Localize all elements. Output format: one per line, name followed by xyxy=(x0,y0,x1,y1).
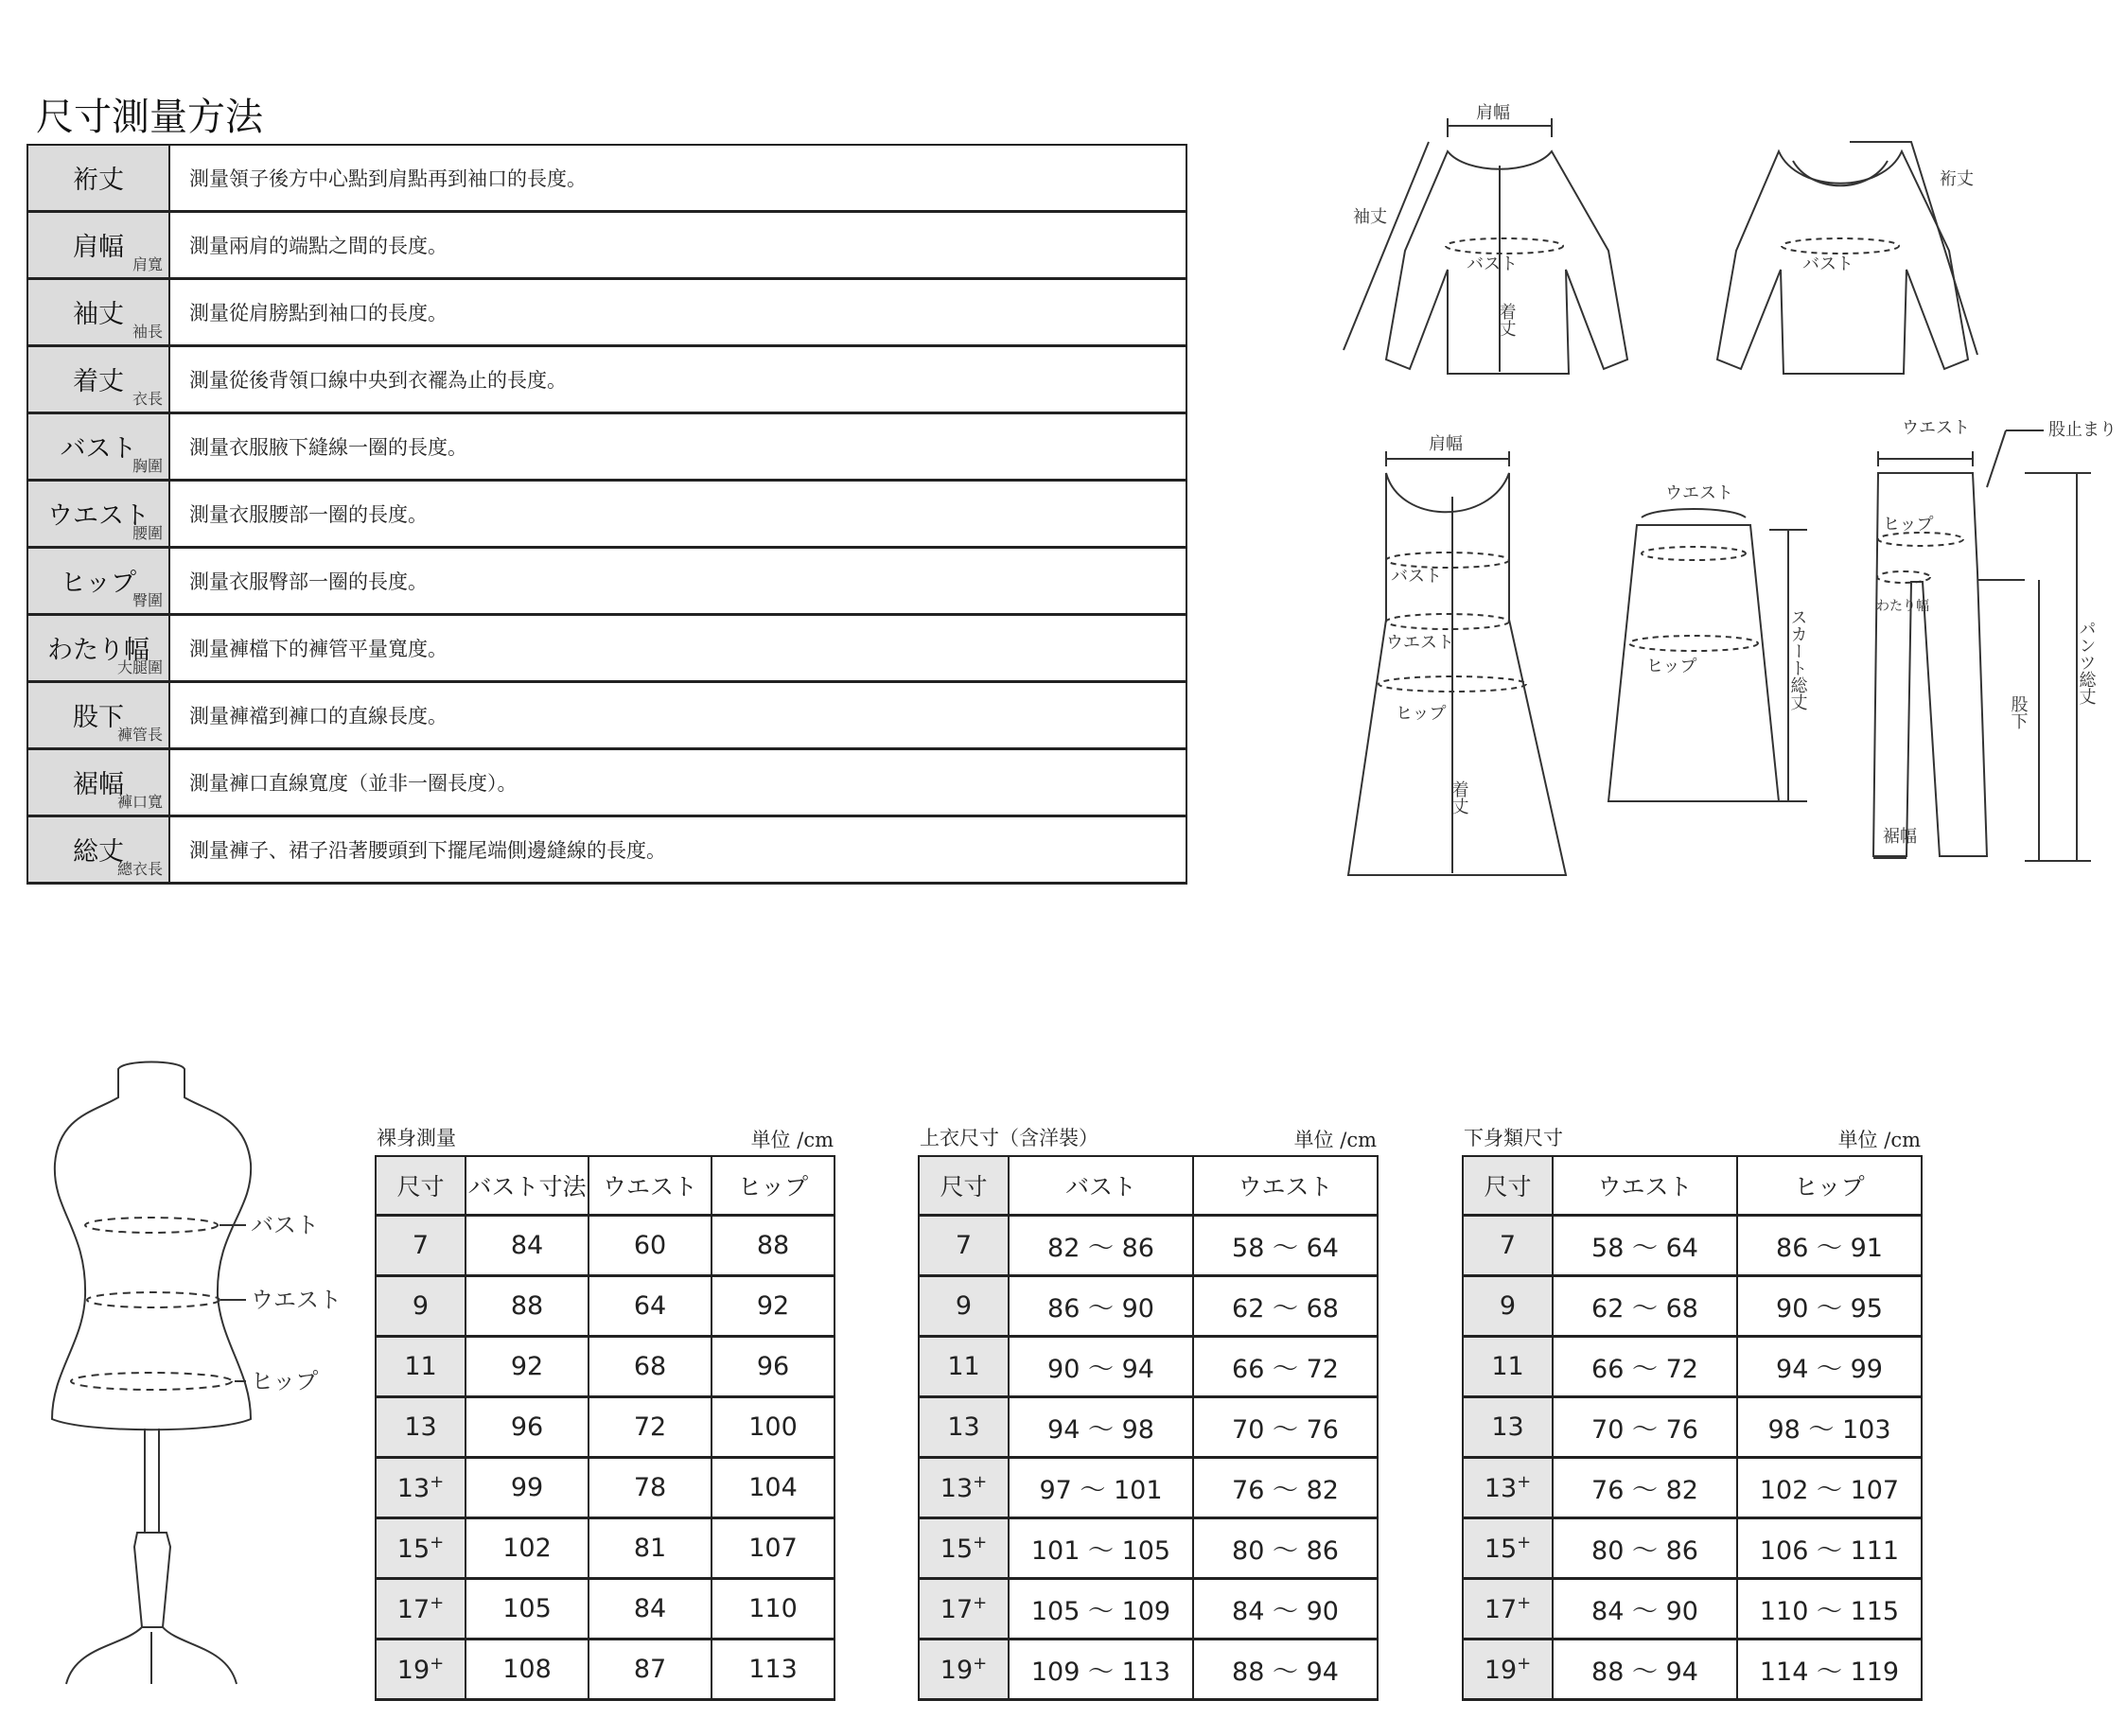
size-cell: 19+ xyxy=(1463,1640,1553,1700)
value-cell: 58 ～ 64 xyxy=(1193,1216,1378,1276)
table-caption-bar xyxy=(375,1121,834,1155)
value-cell: 105 xyxy=(466,1579,589,1640)
guide-description: 測量褲襠到褲口的直線長度。 xyxy=(169,682,1186,749)
guide-term-cell xyxy=(27,749,169,816)
value-cell: 88 xyxy=(466,1276,589,1337)
table-row xyxy=(1463,1518,1922,1579)
guide-term-sub: 衣長 xyxy=(132,390,163,408)
yuki-label: 裄丈 xyxy=(1940,169,1974,189)
value-cell: 66 ～ 72 xyxy=(1553,1337,1737,1397)
size-cell: 17+ xyxy=(1463,1579,1553,1640)
top-size-table-wrap xyxy=(918,1121,1381,1701)
value-cell: 68 xyxy=(589,1337,712,1397)
size-cell: 11 xyxy=(919,1337,1009,1397)
size-cell: 19+ xyxy=(919,1640,1009,1700)
value-cell: 113 xyxy=(712,1640,835,1700)
value-cell: 96 xyxy=(712,1337,835,1397)
column-header: 尺寸 xyxy=(919,1156,1009,1216)
bust-label: バスト xyxy=(1467,254,1518,274)
value-cell: 84 ～ 90 xyxy=(1193,1579,1378,1640)
size-cell: 13 xyxy=(376,1397,466,1458)
table-row xyxy=(376,1216,835,1276)
mannequin-hip-label: ヒップ xyxy=(251,1368,319,1394)
value-cell: 96 xyxy=(466,1397,589,1458)
value-cell: 76 ～ 82 xyxy=(1193,1458,1378,1518)
guide-term-cell xyxy=(27,279,169,346)
guide-row xyxy=(27,682,1186,749)
column-header: ウエスト xyxy=(1553,1156,1737,1216)
size-cell: 13 xyxy=(919,1397,1009,1458)
size-cell: 13+ xyxy=(1463,1458,1553,1518)
guide-term-sub: 肩寬 xyxy=(132,255,163,273)
table-row xyxy=(1463,1458,1922,1518)
shirt-diagram-2 xyxy=(1717,142,1977,374)
shirt-diagram-1 xyxy=(1344,103,1627,374)
guide-row xyxy=(27,816,1186,884)
guide-term: ウエスト xyxy=(47,501,149,531)
table-caption: 下身類尺寸 xyxy=(1464,1127,1563,1149)
table-row xyxy=(1463,1579,1922,1640)
value-cell: 108 xyxy=(466,1640,589,1700)
plus-superscript: + xyxy=(973,1654,988,1674)
guide-description: 測量褲口直線寬度（並非一圈長度）。 xyxy=(169,749,1186,816)
guide-row xyxy=(27,749,1186,816)
value-cell: 100 xyxy=(712,1397,835,1458)
value-cell: 70 ～ 76 xyxy=(1553,1397,1737,1458)
column-header: 尺寸 xyxy=(376,1156,466,1216)
nude-measurement-table-wrap xyxy=(375,1121,838,1701)
guide-term: 着丈 xyxy=(73,367,124,396)
table-row xyxy=(919,1216,1378,1276)
value-cell: 107 xyxy=(712,1518,835,1579)
guide-term-cell xyxy=(27,548,169,615)
guide-term-cell xyxy=(27,481,169,548)
value-cell: 62 ～ 68 xyxy=(1193,1276,1378,1337)
sleeve-label: 袖丈 xyxy=(1353,207,1387,227)
page-title: 尺寸測量方法 xyxy=(36,96,263,139)
size-cell: 9 xyxy=(919,1276,1009,1337)
value-cell: 76 ～ 82 xyxy=(1553,1458,1737,1518)
guide-term: バスト xyxy=(60,434,137,464)
plus-superscript: + xyxy=(1517,1593,1532,1613)
size-cell: 15+ xyxy=(376,1518,466,1579)
guide-term-sub: 褲口寬 xyxy=(116,793,163,811)
guide-term-sub: 大腿圍 xyxy=(116,658,163,676)
guide-term-sub: 臀圍 xyxy=(132,591,163,609)
size-cell: 9 xyxy=(1463,1276,1553,1337)
mannequin-diagram xyxy=(47,1060,350,1703)
value-cell: 90 ～ 95 xyxy=(1737,1276,1922,1337)
table-header-row xyxy=(919,1156,1378,1216)
guide-row xyxy=(27,279,1186,346)
bust-label-2: バスト xyxy=(1802,254,1854,274)
guide-description: 測量褲子、裙子沿著腰頭到下擺尾端側邊縫線的長度。 xyxy=(169,816,1186,884)
value-cell: 66 ～ 72 xyxy=(1193,1337,1378,1397)
value-cell: 110 xyxy=(712,1579,835,1640)
column-header: ウエスト xyxy=(1193,1156,1378,1216)
value-cell: 78 xyxy=(589,1458,712,1518)
value-cell: 82 ～ 86 xyxy=(1009,1216,1193,1276)
table-unit: 単位 /cm xyxy=(750,1129,834,1151)
value-cell: 60 xyxy=(589,1216,712,1276)
table-unit: 単位 /cm xyxy=(1293,1129,1377,1151)
table-row xyxy=(376,1640,835,1700)
guide-row xyxy=(27,481,1186,548)
size-table xyxy=(918,1155,1379,1701)
guide-term-sub: 胸圍 xyxy=(132,457,163,475)
table-row xyxy=(919,1640,1378,1700)
plus-superscript: + xyxy=(430,1654,445,1674)
mannequin-bust-label: バスト xyxy=(251,1212,319,1238)
value-cell: 70 ～ 76 xyxy=(1193,1397,1378,1458)
table-row xyxy=(1463,1276,1922,1337)
skirt-waist-label: ウエスト xyxy=(1665,483,1733,503)
guide-term: 裾幅 xyxy=(73,770,124,799)
value-cell: 88 ～ 94 xyxy=(1193,1640,1378,1700)
guide-row xyxy=(27,548,1186,615)
plus-superscript: + xyxy=(430,1472,445,1492)
size-cell: 11 xyxy=(1463,1337,1553,1397)
table-row xyxy=(1463,1640,1922,1700)
guide-term-cell xyxy=(27,413,169,481)
value-cell: 101 ～ 105 xyxy=(1009,1518,1193,1579)
dress-bust-label: バスト xyxy=(1391,567,1442,587)
pants-hip-label: ヒップ xyxy=(1883,515,1934,535)
dress-waist-label: ウエスト xyxy=(1386,633,1454,653)
guide-row xyxy=(27,346,1186,413)
table-row xyxy=(376,1337,835,1397)
size-cell: 13 xyxy=(1463,1397,1553,1458)
size-cell: 9 xyxy=(376,1276,466,1337)
measurement-guide-table xyxy=(26,144,1187,885)
plus-superscript: + xyxy=(973,1472,988,1492)
value-cell: 102 ～ 107 xyxy=(1737,1458,1922,1518)
table-row xyxy=(919,1397,1378,1458)
table-row xyxy=(376,1458,835,1518)
inseam-label: 股下 xyxy=(2008,695,2029,729)
plus-superscript: + xyxy=(430,1593,445,1613)
value-cell: 94 ～ 99 xyxy=(1737,1337,1922,1397)
thigh-label: わたり幅 xyxy=(1876,599,1929,614)
dress-length-label: 着丈 xyxy=(1449,780,1469,815)
value-cell: 58 ～ 64 xyxy=(1553,1216,1737,1276)
garment-diagrams xyxy=(1325,90,2119,922)
value-cell: 99 xyxy=(466,1458,589,1518)
size-cell: 7 xyxy=(1463,1216,1553,1276)
bottom-size-table-wrap xyxy=(1462,1121,1925,1701)
column-header: バスト xyxy=(1009,1156,1193,1216)
plus-superscript: + xyxy=(1517,1654,1532,1674)
size-cell: 13+ xyxy=(919,1458,1009,1518)
pants-length-label: パンツ総丈 xyxy=(2076,620,2097,705)
guide-description: 測量從後背領口線中央到衣襬為止的長度。 xyxy=(169,346,1186,413)
guide-term-sub: 腰圍 xyxy=(132,524,163,542)
value-cell: 84 xyxy=(466,1216,589,1276)
guide-term-cell xyxy=(27,682,169,749)
value-cell: 72 xyxy=(589,1397,712,1458)
table-row xyxy=(919,1458,1378,1518)
table-row xyxy=(1463,1216,1922,1276)
guide-row xyxy=(27,145,1186,212)
table-header-row xyxy=(376,1156,835,1216)
table-caption: 上衣尺寸（含洋裝） xyxy=(920,1127,1098,1149)
plus-superscript: + xyxy=(973,1593,988,1613)
value-cell: 84 ～ 90 xyxy=(1553,1579,1737,1640)
column-header: ヒップ xyxy=(1737,1156,1922,1216)
value-cell: 88 xyxy=(712,1216,835,1276)
value-cell: 90 ～ 94 xyxy=(1009,1337,1193,1397)
value-cell: 80 ～ 86 xyxy=(1553,1518,1737,1579)
value-cell: 86 ～ 90 xyxy=(1009,1276,1193,1337)
table-row xyxy=(1463,1397,1922,1458)
table-row xyxy=(919,1276,1378,1337)
value-cell: 62 ～ 68 xyxy=(1553,1276,1737,1337)
table-unit: 単位 /cm xyxy=(1837,1129,1921,1151)
pants-waist-label: ウエスト xyxy=(1902,418,1970,438)
plus-superscript: + xyxy=(430,1533,445,1552)
value-cell: 92 xyxy=(712,1276,835,1337)
size-table xyxy=(1462,1155,1923,1701)
dress-shoulder-label: 肩幅 xyxy=(1429,434,1463,454)
table-row xyxy=(376,1276,835,1337)
hem-label: 裾幅 xyxy=(1883,827,1917,847)
table-row xyxy=(376,1518,835,1579)
value-cell: 110 ～ 115 xyxy=(1737,1579,1922,1640)
guide-description: 測量衣服腋下縫線一圈的長度。 xyxy=(169,413,1186,481)
column-header: 尺寸 xyxy=(1463,1156,1553,1216)
skirt-hip-label: ヒップ xyxy=(1646,657,1697,676)
value-cell: 109 ～ 113 xyxy=(1009,1640,1193,1700)
guide-term-sub: 袖長 xyxy=(132,323,163,341)
table-caption: 裸身測量 xyxy=(377,1127,456,1149)
table-caption-bar xyxy=(918,1121,1377,1155)
guide-description: 測量領子後方中心點到肩點再到袖口的長度。 xyxy=(169,145,1186,212)
guide-term-cell xyxy=(27,346,169,413)
value-cell: 105 ～ 109 xyxy=(1009,1579,1193,1640)
table-row xyxy=(376,1397,835,1458)
column-header: ヒップ xyxy=(712,1156,835,1216)
value-cell: 97 ～ 101 xyxy=(1009,1458,1193,1518)
value-cell: 104 xyxy=(712,1458,835,1518)
size-cell: 15+ xyxy=(919,1518,1009,1579)
guide-description: 測量衣服腰部一圈的長度。 xyxy=(169,481,1186,548)
guide-term-sub: 褲管長 xyxy=(116,726,163,744)
guide-term: ヒップ xyxy=(60,569,137,598)
guide-term-cell xyxy=(27,145,169,212)
guide-term-cell xyxy=(27,212,169,279)
size-cell: 13+ xyxy=(376,1458,466,1518)
table-row xyxy=(1463,1337,1922,1397)
guide-description: 測量兩肩的端點之間的長度。 xyxy=(169,212,1186,279)
dress-hip-label: ヒップ xyxy=(1396,704,1447,724)
guide-term: 肩幅 xyxy=(73,233,124,262)
value-cell: 84 xyxy=(589,1579,712,1640)
size-cell: 15+ xyxy=(1463,1518,1553,1579)
pants-diagram xyxy=(1873,418,2117,861)
table-row xyxy=(376,1579,835,1640)
table-row xyxy=(919,1337,1378,1397)
skirt-length-label: スカート総丈 xyxy=(1787,608,1808,710)
column-header: バスト寸法 xyxy=(466,1156,589,1216)
plus-superscript: + xyxy=(1517,1533,1532,1552)
plus-superscript: + xyxy=(973,1533,988,1552)
rise-label: 股止まり xyxy=(2048,420,2117,440)
value-cell: 92 xyxy=(466,1337,589,1397)
value-cell: 102 xyxy=(466,1518,589,1579)
skirt-diagram xyxy=(1608,483,1808,801)
guide-term-sub: 總衣長 xyxy=(116,860,163,878)
table-header-row xyxy=(1463,1156,1922,1216)
plus-superscript: + xyxy=(1517,1472,1532,1492)
table-caption-bar xyxy=(1462,1121,1921,1155)
guide-row xyxy=(27,212,1186,279)
size-cell: 7 xyxy=(376,1216,466,1276)
size-table xyxy=(375,1155,835,1701)
guide-term: 股下 xyxy=(73,703,124,732)
guide-description: 測量衣服臀部一圈的長度。 xyxy=(169,548,1186,615)
value-cell: 81 xyxy=(589,1518,712,1579)
value-cell: 64 xyxy=(589,1276,712,1337)
guide-term-cell xyxy=(27,615,169,682)
shoulder-label: 肩幅 xyxy=(1476,103,1510,123)
column-header: ウエスト xyxy=(589,1156,712,1216)
guide-row xyxy=(27,413,1186,481)
table-row xyxy=(919,1518,1378,1579)
length-label: 着丈 xyxy=(1496,303,1517,337)
table-row xyxy=(919,1579,1378,1640)
size-cell: 19+ xyxy=(376,1640,466,1700)
guide-description: 測量褲檔下的褲管平量寬度。 xyxy=(169,615,1186,682)
size-cell: 17+ xyxy=(376,1579,466,1640)
guide-row xyxy=(27,615,1186,682)
guide-description: 測量從肩膀點到袖口的長度。 xyxy=(169,279,1186,346)
guide-term-cell xyxy=(27,816,169,884)
value-cell: 87 xyxy=(589,1640,712,1700)
value-cell: 86 ～ 91 xyxy=(1737,1216,1922,1276)
value-cell: 88 ～ 94 xyxy=(1553,1640,1737,1700)
size-cell: 11 xyxy=(376,1337,466,1397)
value-cell: 98 ～ 103 xyxy=(1737,1397,1922,1458)
guide-term: 総丈 xyxy=(73,837,124,867)
value-cell: 80 ～ 86 xyxy=(1193,1518,1378,1579)
dress-diagram xyxy=(1348,434,1566,875)
value-cell: 106 ～ 111 xyxy=(1737,1518,1922,1579)
guide-term: 袖丈 xyxy=(73,300,124,329)
guide-term: 裄丈 xyxy=(73,166,124,195)
size-cell: 7 xyxy=(919,1216,1009,1276)
value-cell: 94 ～ 98 xyxy=(1009,1397,1193,1458)
mannequin-waist-label: ウエスト xyxy=(251,1287,342,1313)
value-cell: 114 ～ 119 xyxy=(1737,1640,1922,1700)
size-cell: 17+ xyxy=(919,1579,1009,1640)
guide-term: わたり幅 xyxy=(47,636,149,665)
